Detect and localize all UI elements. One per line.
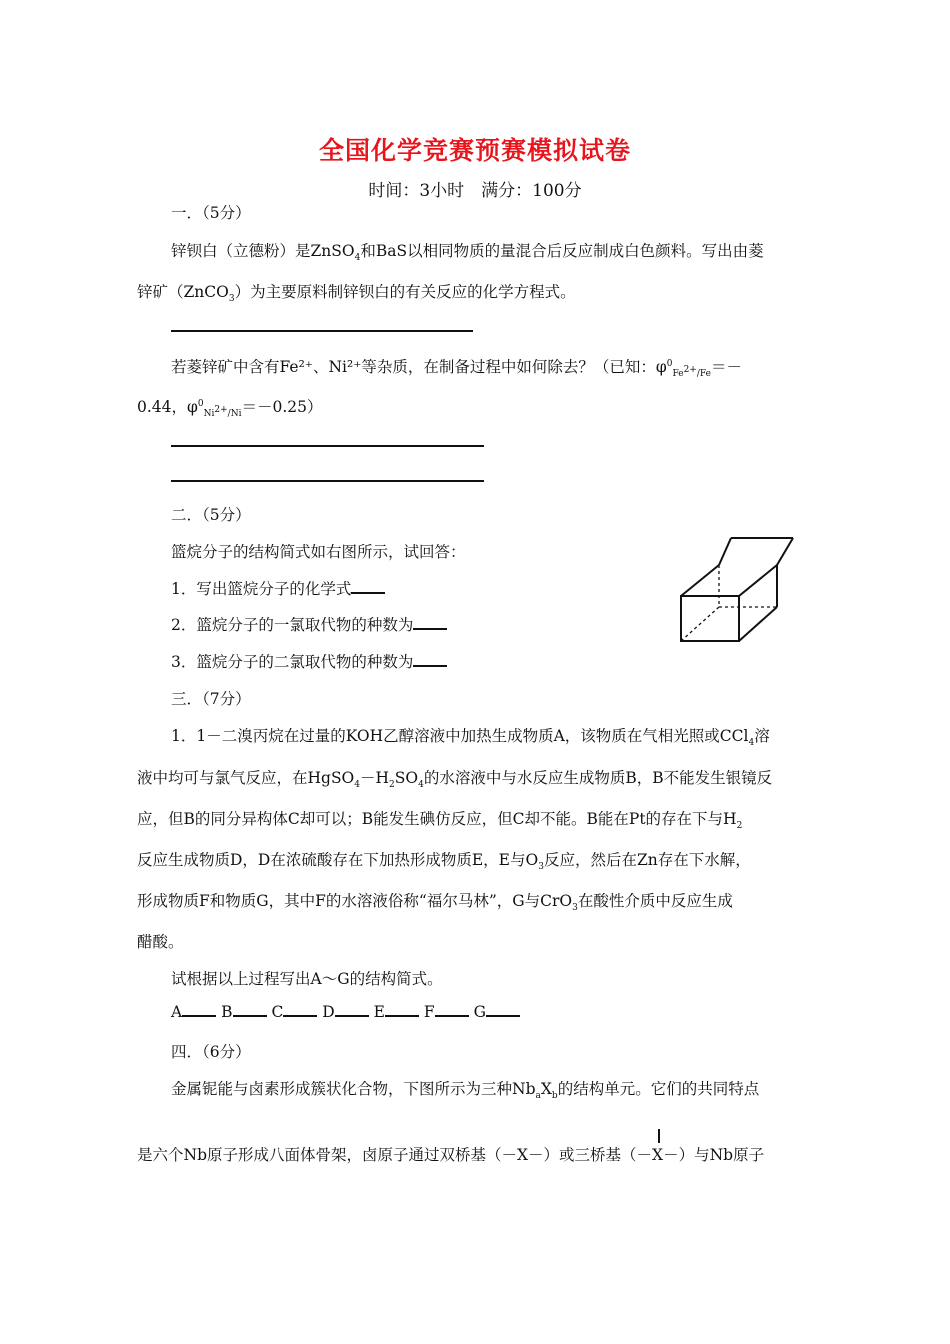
triple-bridge-symbol: －X－	[637, 1143, 679, 1165]
q1-paragraph2-line-2: 0.44，$\varphi^0_{Ni^{2+}/Ni}=-0.25$）	[137, 398, 323, 420]
exam-time-info: 时间：3小时 满分：100分	[368, 181, 582, 201]
answer-blank-line[interactable]	[171, 330, 473, 332]
q3-line-6: 醋酸。	[137, 933, 184, 951]
q2-intro: 篮烷分子的结构简式如右图所示，试回答：	[171, 543, 466, 561]
q1-paragraph-line-1: 锌钡白（立德粉）是ZnSO$_4$和BaS以相同物质的量混合后反应制成白色颜料。写出由菱	[171, 242, 764, 264]
basketane-structure-diagram	[675, 535, 800, 645]
q4-line-2: 是六个Nb原子形成八面体骨架，卤原子通过双桥基（－X－）或三桥基（ －X－）与Nb原子	[137, 1143, 764, 1165]
q3-line-5: 形成物质F和物质G，其中F的水溶液俗称“福尔马林”，G与CrO$_3$在酸性介质中反应生成	[137, 892, 733, 914]
answer-blank[interactable]	[413, 616, 447, 630]
answer-blank[interactable]	[385, 1003, 419, 1017]
answer-blank[interactable]	[351, 580, 385, 594]
q4-line-1: 金属铌能与卤素形成簇状化合物，下图所示为三种$Nb_aX_b$的结构单元。它们的共同特点	[171, 1080, 760, 1102]
q3-instruction: 试根据以上过程写出A～G的结构简式。	[171, 970, 443, 988]
answer-blank[interactable]	[413, 653, 447, 667]
q3-line-3: 应，但B的同分异构体C却可以；B能发生碘仿反应，但C却不能。B能在Pt的存在下与$H_2$	[137, 810, 743, 832]
q2-item-2: 2．篮烷分子的一氯取代物的种数为	[171, 613, 447, 635]
answer-blank-line[interactable]	[171, 445, 484, 447]
q3-heading: 三．（7分）	[171, 690, 251, 708]
q3-line-4: 反应生成物质D，D在浓硫酸存在下加热形成物质E，E与$O_3$反应，然后在Zn存在下水解，	[137, 851, 751, 873]
q4-heading: 四．（6分）	[171, 1043, 251, 1061]
q3-answer-row: A B C D E F G	[171, 1003, 520, 1021]
q2-item-3: 3．篮烷分子的二氯取代物的种数为	[171, 650, 447, 672]
q1-paragraph2-line-1: 若菱锌矿中含有Fe²⁺、Ni²⁺等杂质，在制备过程中如何除去？（已知：$\varphi^0_{Fe^{2+}/Fe}=-$	[171, 358, 742, 380]
q1-heading: 一．（5分）	[171, 204, 251, 222]
answer-blank[interactable]	[435, 1003, 469, 1017]
answer-blank[interactable]	[283, 1003, 317, 1017]
answer-blank[interactable]	[486, 1003, 520, 1017]
answer-blank[interactable]	[335, 1003, 369, 1017]
q1-paragraph-line-2: 锌矿（ZnCO$_3$）为主要原料制锌钡白的有关反应的化学方程式。	[137, 283, 576, 305]
answer-blank[interactable]	[233, 1003, 267, 1017]
q3-line-1: 1．1－二溴丙烷在过量的KOH乙醇溶液中加热生成物质A，该物质在气相光照或CCl$_4$溶	[171, 727, 770, 749]
answer-blank-line[interactable]	[171, 480, 484, 482]
q2-item-1: 1．写出篮烷分子的化学式	[171, 577, 385, 599]
q2-heading: 二．（5分）	[171, 506, 251, 524]
answer-blank[interactable]	[182, 1003, 216, 1017]
q3-line-2: 液中均可与氯气反应，在$HgSO_4-H_2SO_4$的水溶液中与水反应生成物质B，B不能发生银镜反	[137, 769, 773, 791]
page-title: 全国化学竞赛预赛模拟试卷	[318, 136, 631, 165]
